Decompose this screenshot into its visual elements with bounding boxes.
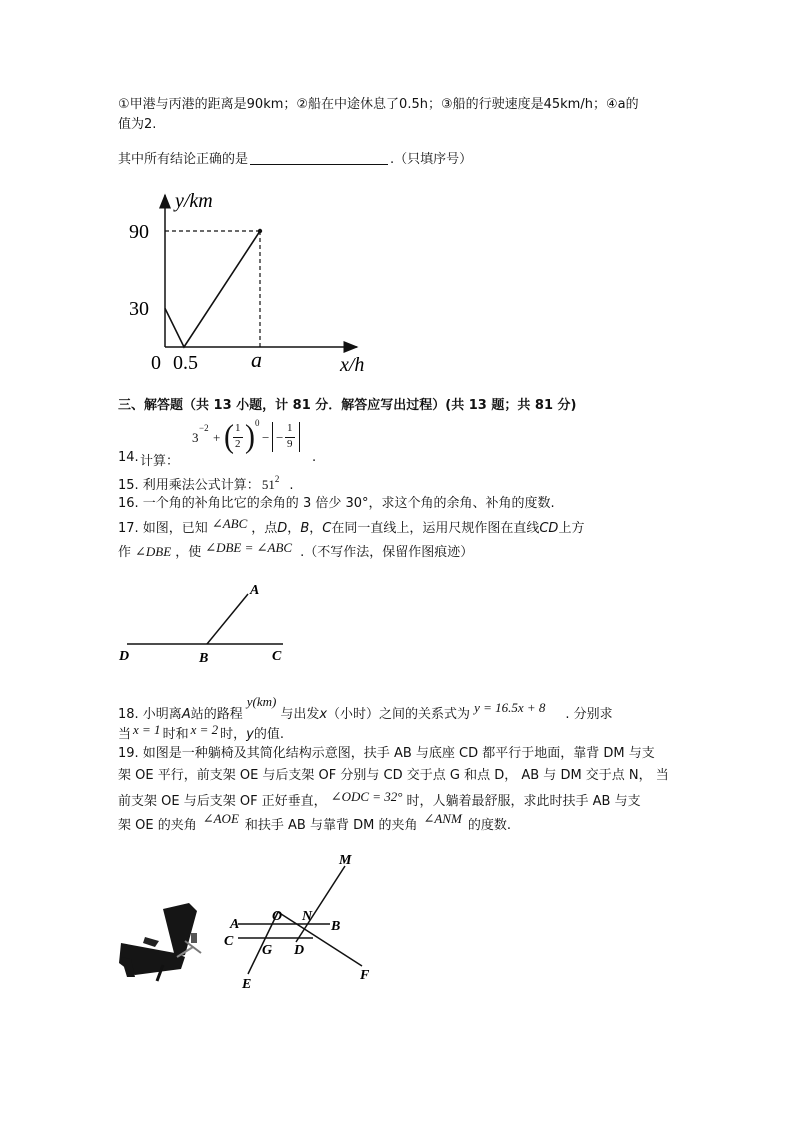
question-19-line-2: 架 OE 平行，前支架 OE 与后支架 OF 分别与 CD 交于点 G 和点 D， AB 与 DM 交于点 N， 当	[118, 768, 669, 783]
distance-time-graph	[125, 185, 395, 375]
q14-number: 14.	[118, 450, 139, 465]
x-tick-0.5: 0.5	[173, 352, 198, 374]
series-line	[165, 231, 260, 347]
label-F: F	[360, 968, 370, 983]
answer-suffix: .（只填序号）	[390, 152, 473, 167]
ray-ba	[207, 594, 248, 644]
answer-prompt: 其中所有结论正确的是	[118, 152, 249, 167]
line-of	[278, 912, 362, 966]
label-A: A	[230, 917, 240, 932]
question-16: 16. 一个角的补角比它的余角的 3 倍少 30°，求这个角的余角、补角的度数.	[118, 496, 555, 511]
question-19-line-4: 架 OE 的夹角 ∠AOE 和扶手 AB 与靠背 DM 的夹角 ∠ANM 的度数.	[118, 811, 511, 833]
statements-line-2: 值为2.	[118, 117, 157, 132]
label-C: C	[224, 934, 234, 949]
label-E: E	[242, 977, 252, 992]
chair-structure-diagram	[218, 848, 383, 996]
label-C: C	[272, 649, 282, 664]
label-B: B	[331, 919, 341, 934]
question-19-line-3: 前支架 OE 与后支架 OF 正好垂直， ∠ODC = 32° 时，人躺着最舒服，求此时扶手 AB 与支	[118, 789, 641, 809]
question-15: 15. 利用乘法公式计算： $51^2$ .	[118, 474, 294, 493]
label-G: G	[262, 943, 273, 958]
x-tick-0: 0	[151, 352, 161, 374]
answer-blank[interactable]	[250, 150, 388, 165]
question-18-line-2: 当 x = 1 时和 x = 2 时，y的值.	[118, 722, 284, 742]
label-O: O	[272, 909, 283, 924]
angle-abc-figure	[115, 578, 295, 668]
question-18-line-1: 18. 小明离A站的路程y(km)与出发x（小时）之间的关系式为 y = 16.5x + 8 . 分别求	[118, 694, 613, 722]
question-17-line-2: 作 ∠DBE ，使 ∠DBE = ∠ABC .（不写作法，保留作图痕迹）	[118, 540, 474, 560]
answer-prompt-line	[118, 150, 472, 170]
statements-line-1: ①甲港与丙港的距离是90km；②船在中途休息了0.5h；③船的行驶速度是45km/h；④a的	[118, 97, 639, 112]
label-D: D	[294, 943, 305, 958]
q14-label: 计算：	[140, 454, 180, 469]
x-axis-label: x/h	[340, 354, 365, 375]
deck-chair-image	[115, 895, 210, 995]
question-17-line-1: 17. 如图，已知 ∠ABC ，点D，B，C在同一直线上，运用尺规作图在直线CD上方	[118, 516, 585, 536]
endpoint-dot	[258, 229, 262, 233]
label-M: M	[339, 853, 352, 868]
y-tick-30: 30	[129, 298, 149, 320]
y-tick-90: 90	[129, 221, 149, 243]
section-heading: 三、解答题（共 13 小题，计 81 分．解答应写出过程）(共 13 题；共 81 分)	[118, 398, 577, 413]
question-19-line-1: 19. 如图是一种躺椅及其简化结构示意图，扶手 AB 与底座 CD 都平行于地面，靠背 DM 与支	[118, 746, 655, 761]
label-D: D	[119, 649, 130, 664]
y-axis-label: y/km	[175, 190, 213, 212]
q14-period: .	[312, 450, 317, 465]
label-A: A	[250, 583, 260, 598]
question-14: 14. 计算： 3 −2 + ( 1 2 ) 0 − − 1 9 .	[118, 418, 317, 469]
x-tick-a: a	[251, 347, 262, 372]
label-N: N	[302, 909, 313, 924]
label-B: B	[199, 651, 209, 666]
